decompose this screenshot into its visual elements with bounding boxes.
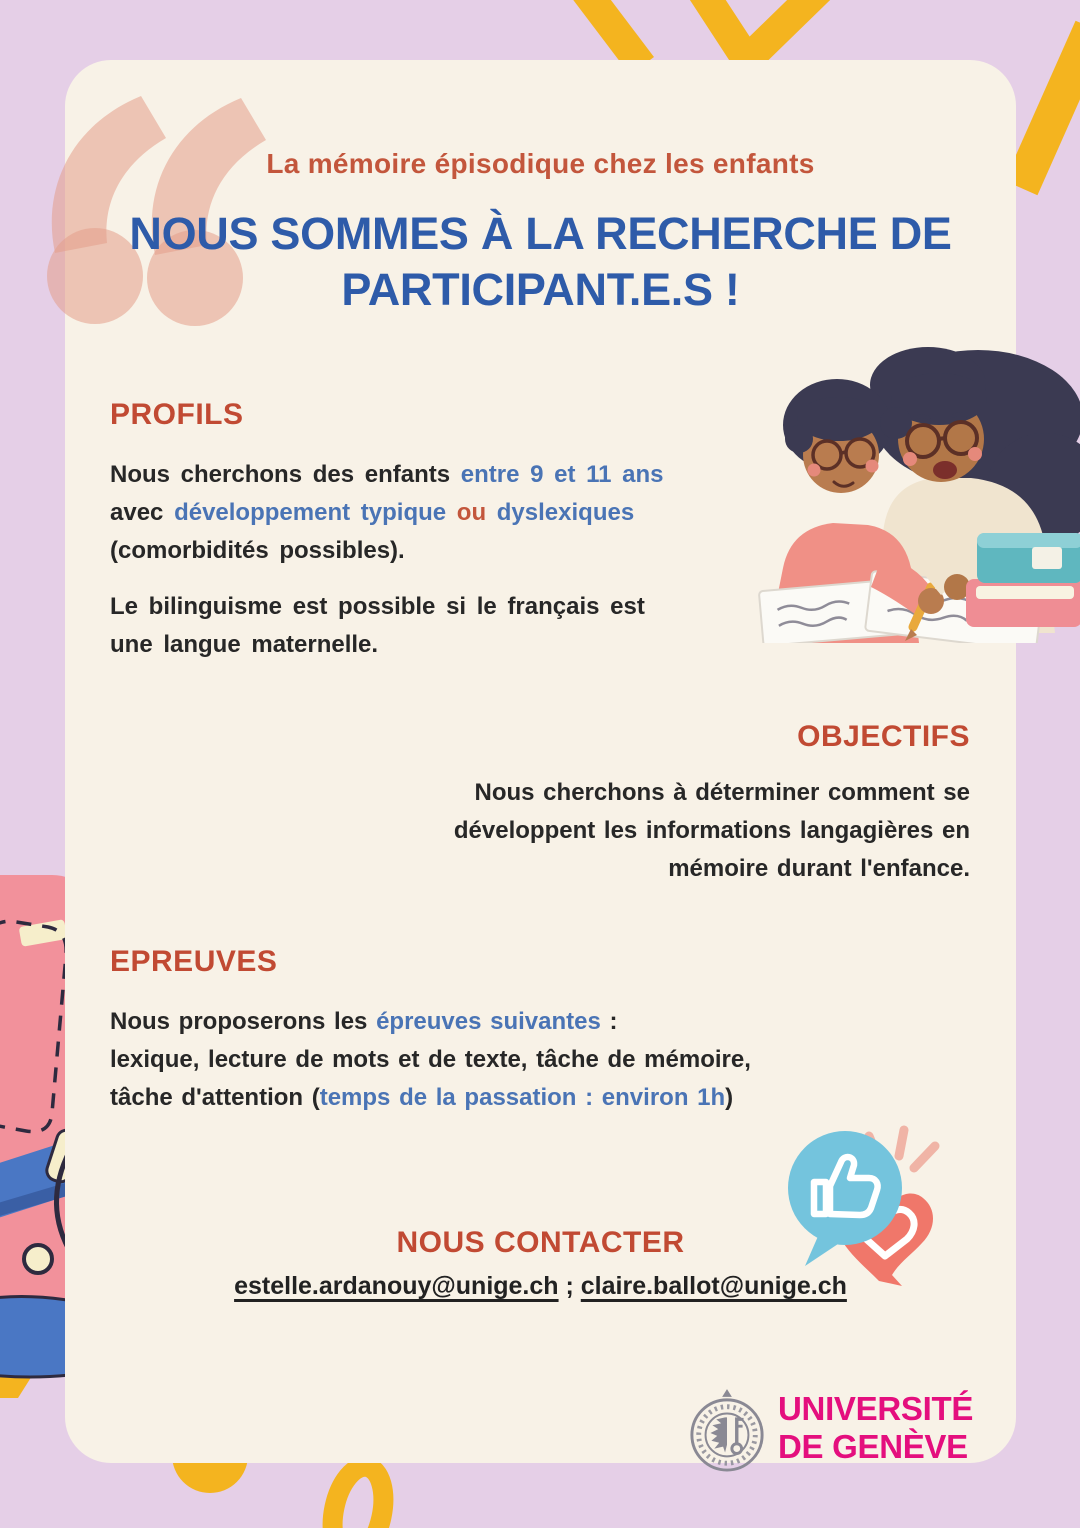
- contact-emails: [65, 1272, 1016, 1301]
- mother-helping-child-illustration: [733, 343, 1080, 643]
- thumbs-up-heart-bubbles-illustration: [783, 1116, 953, 1286]
- unige-seal-icon: [688, 1388, 766, 1478]
- profils-section-title: PROFILS: [110, 398, 244, 431]
- email-link-claire[interactable]: claire.ballot@unige.ch: [580, 1272, 847, 1300]
- duration-highlight: temps de la passation : environ 1h: [319, 1084, 726, 1111]
- profils-paragraph-2: Le bilinguisme est possible si le français est une langue maternelle.: [110, 593, 645, 658]
- profils-line-2: avec développement typique ou dyslexiques: [110, 499, 635, 526]
- age-range-highlight: entre 9 et 11 ans: [460, 461, 664, 488]
- profils-line-1: Nous cherchons des enfants entre 9 et 11 ans: [110, 461, 664, 488]
- profils-paragraph-1: [110, 456, 730, 570]
- epreuves-line-1: Nous proposerons les épreuves suivantes :: [110, 1008, 618, 1035]
- objectifs-paragraph: Nous cherchons à déterminer comment se développent les informations langagières en mémoire durant l'enfance.: [453, 779, 970, 882]
- objectifs-section-title: OBJECTIFS: [797, 720, 970, 753]
- epreuves-paragraph: [110, 1003, 830, 1117]
- poster-content: [65, 60, 1016, 1463]
- epreuves-section-title: EPREUVES: [110, 945, 278, 978]
- contact-section-title: NOUS CONTACTER: [396, 1226, 685, 1259]
- unige-logo: [688, 1388, 973, 1478]
- epreuves-highlight: épreuves suivantes: [376, 1008, 601, 1035]
- unige-wordmark: UNIVERSITÉ DE GENÈVE: [778, 1390, 974, 1465]
- profils-line-3: (comorbidités possibles).: [110, 537, 405, 564]
- poster-headline: [65, 206, 1016, 318]
- email-separator: ;: [558, 1272, 581, 1300]
- books-stack: [966, 533, 1080, 627]
- headline-line-2: DE PARTICIPANT.E.S !: [341, 208, 952, 315]
- headline-line-1: NOUS SOMMES À LA RECHERCHE: [129, 208, 878, 259]
- epreuves-line-3: tâche d'attention (temps de la passation : environ 1h): [110, 1084, 734, 1111]
- epreuves-line-2: lexique, lecture de mots et de texte, tâche de mémoire,: [110, 1046, 751, 1073]
- study-tagline: La mémoire épisodique chez les enfants: [266, 148, 815, 179]
- dyslexiques-highlight: dyslexiques: [496, 499, 635, 526]
- typique-highlight: développement typique: [174, 499, 447, 526]
- email-link-estelle[interactable]: estelle.ardanouy@unige.ch: [234, 1272, 559, 1300]
